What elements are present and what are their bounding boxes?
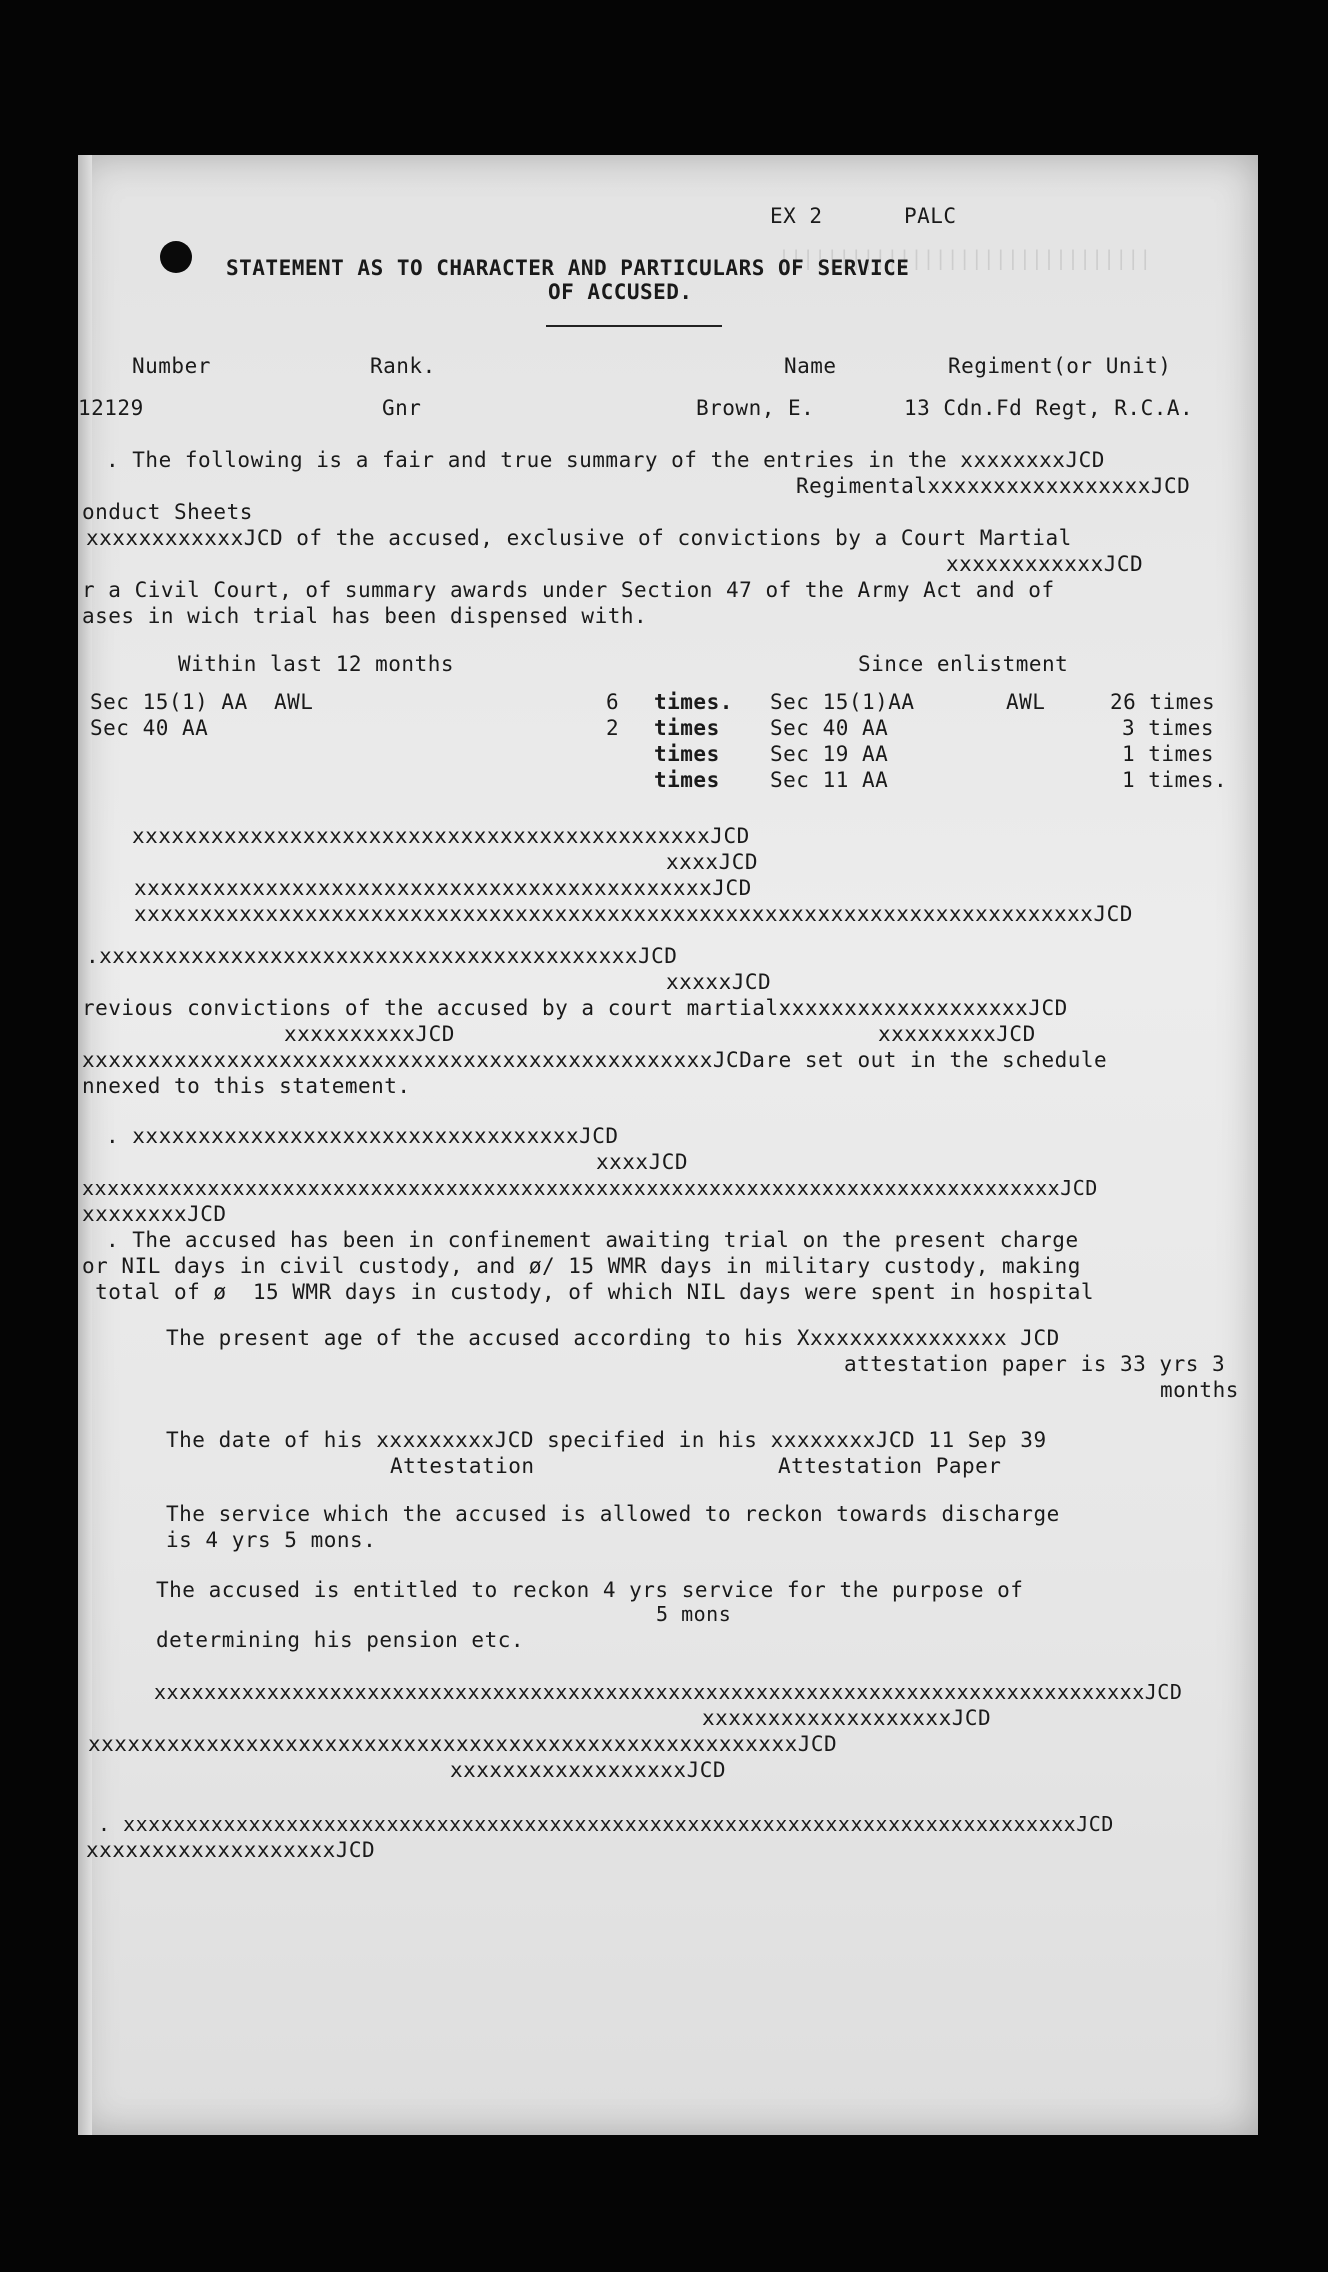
para10-line2: xxxxxxxxxxxxxxxxxxxJCD: [86, 1838, 376, 1862]
award-right-extra: AWL: [1006, 690, 1046, 714]
award-right-count: 1 times: [1122, 742, 1215, 766]
para2-line3: xxxxxxxxxxxxxxxxxxxxxxxxxxxxxxxxxxxxxxxxxxxxJCD: [134, 876, 752, 900]
para1-line4: xxxxxxxxxxxxJCD of the accused, exclusive of convictions by a Court Martial: [86, 526, 1072, 550]
award-right-count: 3 times: [1122, 716, 1215, 740]
para8-line1: The accused is entitled to reckon 4 yrs service for the purpose of: [156, 1578, 1024, 1602]
para6-line2: attestation paper is 33 yrs 3: [844, 1352, 1226, 1376]
number-label: Number: [132, 354, 211, 378]
award-right-count: 1 times.: [1122, 768, 1228, 792]
award-right-desc: Sec 11 AA: [770, 768, 889, 792]
within-label: Within last 12 months: [178, 652, 455, 676]
para4-line3: xxxxxxxxxxxxxxxxxxxxxxxxxxxxxxxxxxxxxxxxxxxxxxxxxxxxxxxxxxxxxxxxxxxxxxxxxxxxxxJCD: [82, 1176, 1098, 1200]
award-left-unit: times: [654, 716, 720, 740]
award-left-unit: times: [654, 768, 720, 792]
award-left-desc: Sec 40 AA: [90, 716, 209, 740]
ref-palc: PALC: [904, 204, 957, 228]
para3-line5: xxxxxxxxxxxxxxxxxxxxxxxxxxxxxxxxxxxxxxxxxxxxxxxxJCDare set out in the schedule: [82, 1048, 1108, 1072]
para3-line3: revious convictions of the accused by a court martialxxxxxxxxxxxxxxxxxxxJCD: [82, 996, 1068, 1020]
unit-value: 13 Cdn.Fd Regt, R.C.A.: [904, 396, 1194, 420]
award-left-unit: times.: [654, 690, 733, 714]
para1-line1: . The following is a fair and true summary of the entries in the xxxxxxxxJCD: [106, 448, 1105, 472]
para8-line2: 5 mons: [656, 1602, 732, 1626]
since-label: Since enlistment: [858, 652, 1069, 676]
name-value: Brown, E.: [696, 396, 815, 420]
ref-ex2: EX 2: [770, 204, 823, 228]
para1-line3: onduct Sheets: [82, 500, 253, 524]
para3-line4b: xxxxxxxxxJCD: [878, 1022, 1036, 1046]
para2-line2: xxxxJCD: [666, 850, 759, 874]
name-label: Name: [784, 354, 837, 378]
award-right-count: 26 times: [1110, 690, 1216, 714]
para9-line1: xxxxxxxxxxxxxxxxxxxxxxxxxxxxxxxxxxxxxxxxxxxxxxxxxxxxxxxxxxxxxxxxxxxxxxxxxxxxxxxJCD: [154, 1680, 1183, 1704]
para7-line4: is 4 yrs 5 mons.: [166, 1528, 377, 1552]
para2-line1: xxxxxxxxxxxxxxxxxxxxxxxxxxxxxxxxxxxxxxxxxxxxJCD: [132, 824, 750, 848]
punch-hole: [160, 241, 192, 273]
para3-line2: xxxxxJCD: [666, 970, 772, 994]
award-left-desc: Sec 15(1) AA AWL: [90, 690, 314, 714]
para10-line1: . xxxxxxxxxxxxxxxxxxxxxxxxxxxxxxxxxxxxxxxxxxxxxxxxxxxxxxxxxxxxxxxxxxxxxxxxxxxxJCD: [98, 1812, 1114, 1836]
para4-line1: . xxxxxxxxxxxxxxxxxxxxxxxxxxxxxxxxxxJCD: [106, 1124, 619, 1148]
award-left-count: 6: [606, 690, 620, 714]
para7-line2b: Attestation Paper: [778, 1454, 1002, 1478]
para7-line3: The service which the accused is allowed to reckon towards discharge: [166, 1502, 1060, 1526]
unit-label: Regiment(or Unit): [948, 354, 1172, 378]
award-right-desc: Sec 15(1)AA: [770, 690, 915, 714]
document-page: [78, 155, 1258, 2135]
para9-line2: xxxxxxxxxxxxxxxxxxxJCD: [702, 1706, 992, 1730]
award-left-unit: times: [654, 742, 720, 766]
award-right-desc: Sec 40 AA: [770, 716, 889, 740]
para5-line2: or NIL days in civil custody, and ø/ 15 WMR days in military custody, making: [82, 1254, 1081, 1278]
para7-line2a: Attestation: [390, 1454, 535, 1478]
para1-line7: ases in wich trial has been dispensed with.: [82, 604, 648, 628]
para6-line3: months: [1160, 1378, 1239, 1402]
para3-line1: .xxxxxxxxxxxxxxxxxxxxxxxxxxxxxxxxxxxxxxxxxJCD: [86, 944, 678, 968]
rank-value: Gnr: [382, 396, 422, 420]
para8-line3: determining his pension etc.: [156, 1628, 525, 1652]
para7-line1: The date of his xxxxxxxxxJCD specified in his xxxxxxxxJCD 11 Sep 39: [166, 1428, 1047, 1452]
award-right-desc: Sec 19 AA: [770, 742, 889, 766]
para4-line4: xxxxxxxxJCD: [82, 1202, 227, 1226]
reverse-show-through: |||||||||||||||||||||||||||||||: [778, 246, 1152, 270]
para3-line6: nnexed to this statement.: [82, 1074, 411, 1098]
para6-line1: The present age of the accused according to his Xxxxxxxxxxxxxxxx JCD: [166, 1326, 1060, 1350]
para9-line4: xxxxxxxxxxxxxxxxxxJCD: [450, 1758, 727, 1782]
para1-line2: RegimentalxxxxxxxxxxxxxxxxxJCD: [796, 474, 1191, 498]
title-line2: OF ACCUSED.: [548, 280, 693, 304]
para5-line3: total of ø 15 WMR days in custody, of which NIL days were spent in hospital: [82, 1280, 1095, 1304]
para5-line1: . The accused has been in confinement awaiting trial on the present charge: [106, 1228, 1079, 1252]
rank-label: Rank.: [370, 354, 436, 378]
number-value: 12129: [78, 396, 144, 420]
title-line1: STATEMENT AS TO CHARACTER AND PARTICULARS OF SERVICE: [226, 256, 910, 280]
para9-line3: xxxxxxxxxxxxxxxxxxxxxxxxxxxxxxxxxxxxxxxxxxxxxxxxxxxxxxJCD: [88, 1732, 838, 1756]
para3-line4a: xxxxxxxxxxJCD: [284, 1022, 455, 1046]
para1-line6: r a Civil Court, of summary awards under Section 47 of the Army Act and of: [82, 578, 1055, 602]
award-left-count: 2: [606, 716, 620, 740]
para2-line4: xxxxxxxxxxxxxxxxxxxxxxxxxxxxxxxxxxxxxxxxxxxxxxxxxxxxxxxxxxxxxxxxxxxxxxxxxJCD: [134, 902, 1133, 926]
title-underline: [546, 325, 722, 327]
para4-line2: xxxxJCD: [596, 1150, 689, 1174]
para1-line5: xxxxxxxxxxxxJCD: [946, 552, 1144, 576]
